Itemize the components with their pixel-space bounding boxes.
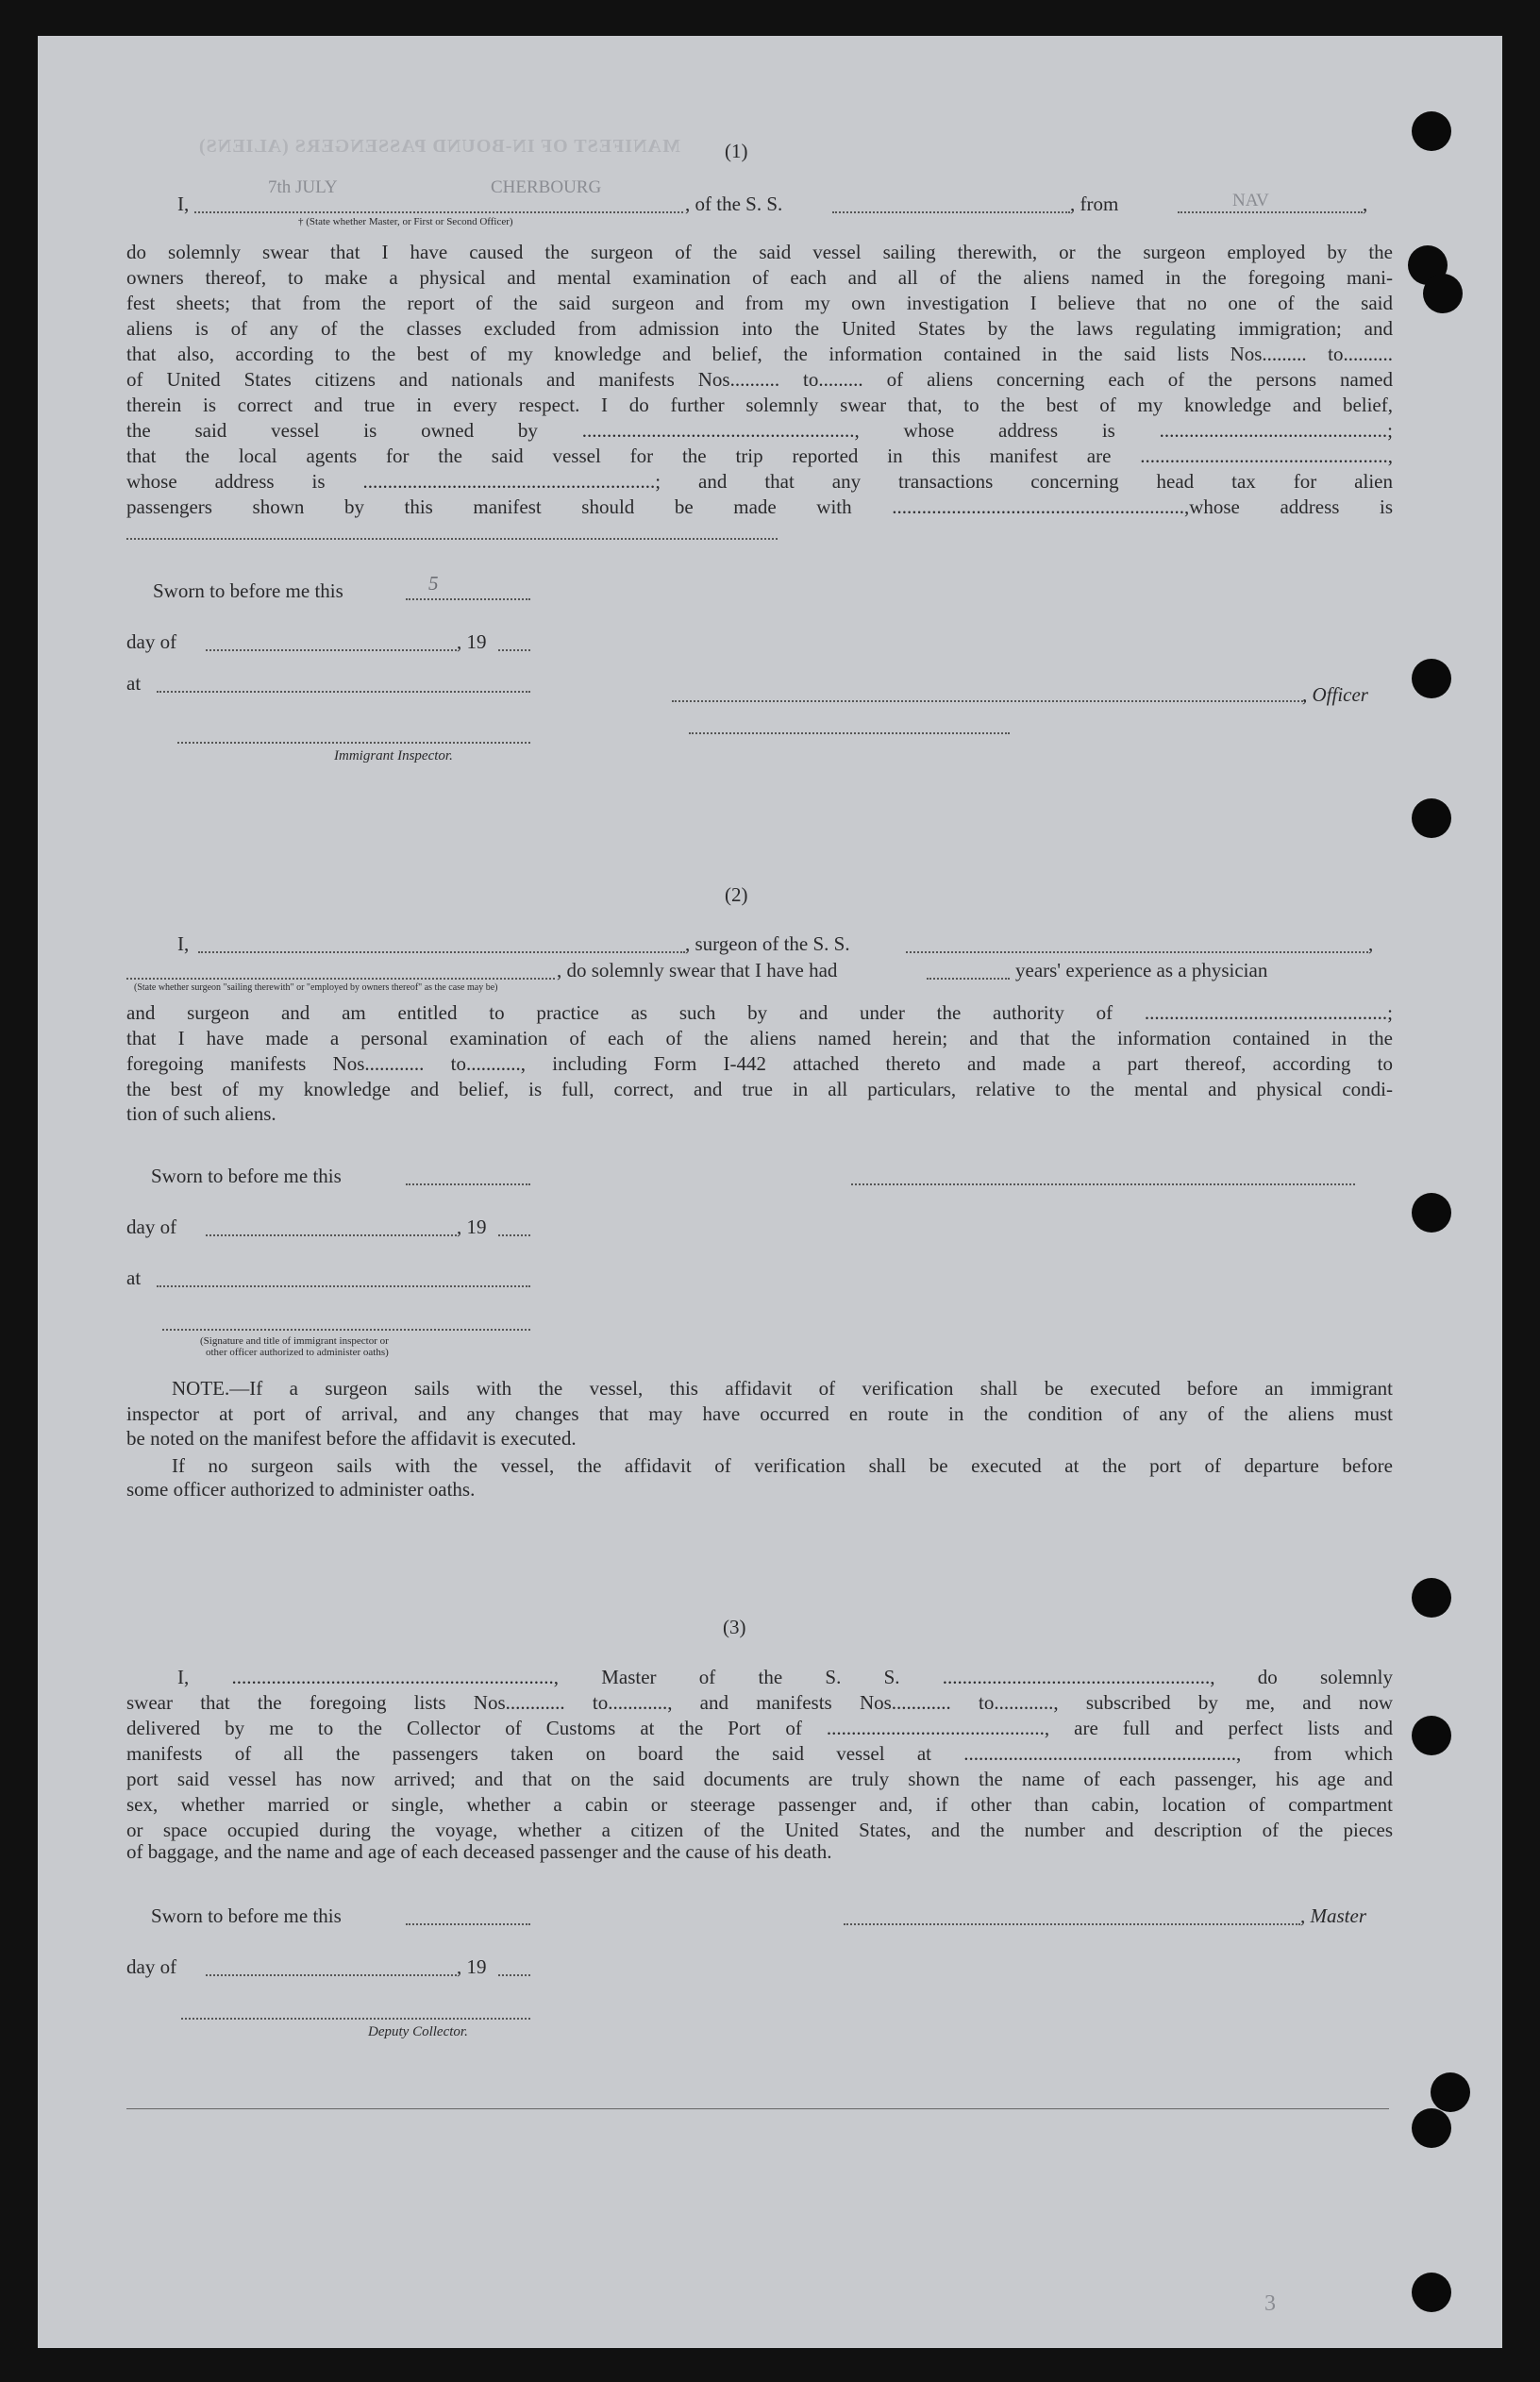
signature-caption: (Signature and title of immigrant inspector or [200, 1335, 389, 1347]
text-line: fest sheets; that from the report of the said surgeon and from my own investigation I believe that no one of the said [126, 292, 1393, 314]
punch-hole [1412, 1193, 1451, 1233]
bleed-through-header: MANIFEST OF IN-BOUND PASSENGERS (ALIENS) [198, 136, 680, 157]
note-paragraph [126, 1376, 1393, 1427]
text-line: be noted on the manifest before the affidavit is executed. [126, 1427, 577, 1450]
sworn-label: Sworn to before me this [151, 1165, 342, 1187]
text-line [126, 1376, 1393, 1401]
bottom-rule [126, 2108, 1389, 2109]
text-line: sex, whether married or single, whether a cabin or steerage passenger and, if other than cabin, location of compartment [126, 1793, 1393, 1816]
fill-line [498, 1234, 530, 1236]
handwritten-entry: 7th JULY [268, 177, 338, 197]
text-line: some officer authorized to administer oaths. [126, 1478, 476, 1501]
oath-paragraph [126, 1690, 1393, 1843]
punch-hole [1431, 2072, 1470, 2112]
text-line: foregoing manifests Nos............ to..........., including Form I-442 attached thereto and made a part thereof, according to [126, 1052, 1393, 1075]
text-line: If no surgeon sails with the vessel, the affidavit of verification shall be executed at the port of departure before [172, 1454, 1393, 1477]
line-mid: , do solemnly swear that I have had [557, 959, 838, 981]
line-mid: , of the S. S. [685, 193, 783, 215]
inspector-caption: Immigrant Inspector. [334, 748, 453, 763]
text-line: owners thereof, to make a physical and mental examination of each and all of the aliens named in the foregoing mani- [126, 266, 1393, 289]
handwritten-entry: CHERBOURG [491, 177, 602, 197]
fill-line [206, 1234, 457, 1236]
fill-line [689, 732, 1010, 734]
line-mid: , surgeon of the S. S. [685, 932, 850, 955]
line-start: I, [177, 932, 190, 955]
oath-paragraph [126, 1000, 1393, 1102]
text-line: whose address is ...........................................................; and that any transactions concerning head tax for alien [126, 470, 1393, 493]
note-paragraph [172, 1453, 1393, 1479]
note-text: —If a surgeon sails with the vessel, this affidavit of verification shall be executed before an immigrant [229, 1377, 1393, 1400]
field-note: (State whether surgeon "sailing therewith" or "employed by owners thereof" as the case may be) [134, 982, 498, 993]
line-end: , from [1070, 193, 1119, 215]
signature-caption: other officer authorized to administer oaths) [206, 1347, 389, 1358]
punch-hole [1412, 659, 1451, 698]
collector-signature-line [181, 2018, 530, 2020]
fill-line [157, 691, 530, 693]
section-number: (3) [723, 1616, 746, 1638]
fill-line [906, 951, 1368, 953]
fill-line [157, 1285, 530, 1287]
at-label: at [126, 672, 142, 695]
text-line: swear that the foregoing lists Nos............ to............, and manifests Nos............ to............, subscribed by me, and now [126, 1691, 1393, 1714]
fill-line [198, 951, 685, 953]
fill-line [406, 1183, 530, 1185]
fill-line [406, 1923, 530, 1925]
inspector-signature-line [177, 742, 530, 744]
year-label: , 19 [457, 1216, 487, 1238]
line-tail: , [1363, 193, 1368, 215]
collector-caption: Deputy Collector. [368, 2024, 468, 2039]
text-line: port said vessel has now arrived; and that on the said documents are truly shown the name of each passenger, his age and [126, 1768, 1393, 1790]
punch-hole [1423, 274, 1463, 313]
master-label: , Master [1300, 1904, 1366, 1927]
day-of-label: day of [126, 1216, 177, 1238]
officer-label: , Officer [1302, 683, 1368, 706]
line-end: , [1368, 932, 1374, 955]
text-line: do solemnly swear that I have caused the surgeon of the said vessel sailing therewith, or the surgeon employed by the [126, 241, 1393, 263]
text-line: the best of my knowledge and belief, is full, correct, and true in all particulars, relative to the mental and physical condi- [126, 1078, 1393, 1100]
sworn-label: Sworn to before me this [151, 1904, 342, 1927]
day-of-label: day of [126, 1955, 177, 1978]
officer-signature-line [672, 700, 1306, 702]
text-line: manifests of all the passengers taken on board the said vessel at ......................................................., from which [126, 1742, 1393, 1765]
sworn-label: Sworn to before me this [153, 579, 343, 602]
punch-hole [1412, 2108, 1451, 2148]
text-line: of United States citizens and nationals and manifests Nos.......... to......... of aliens concerning each of the persons named [126, 368, 1393, 391]
fill-line [498, 1974, 530, 1976]
punch-hole [1412, 798, 1451, 838]
fill-line [832, 211, 1070, 213]
fill-line [927, 978, 1010, 980]
punch-hole [1412, 1716, 1451, 1755]
page-number: 3 [1264, 2291, 1276, 2316]
year-label: , 19 [457, 630, 487, 653]
handwritten-entry: NAV [1232, 191, 1269, 210]
fill-line [498, 649, 530, 651]
text-line: inspector at port of arrival, and any changes that may have occurred en route in the condition of any of the aliens must [126, 1402, 1393, 1425]
at-label: at [126, 1266, 142, 1289]
field-note: † (State whether Master, or First or Second Officer) [298, 216, 513, 227]
text-line: tion of such aliens. [126, 1102, 276, 1125]
fill-line [126, 978, 555, 980]
section-number: (1) [725, 140, 748, 162]
text-line: delivered by me to the Collector of Customs at the Port of ............................................, are full and perfect lists and [126, 1717, 1393, 1739]
text-line: or space occupied during the voyage, whether a citizen of the United States, and the number and description of the pieces [126, 1819, 1393, 1841]
text-line: that I have made a personal examination of each of the aliens named herein; and that the information contained in the [126, 1027, 1393, 1049]
oath-paragraph [177, 1665, 1393, 1690]
fill-line [126, 538, 778, 540]
text-line: that the local agents for the said vessel for the trip reported in this manifest are .................................................., [126, 445, 1393, 467]
surgeon-signature-line [851, 1183, 1355, 1185]
text-line: of baggage, and the name and age of each deceased passenger and the cause of his death. [126, 1840, 832, 1863]
punch-hole [1412, 1578, 1451, 1618]
text-line: aliens is of any of the classes excluded from admission into the United States by the laws regulating immigration; and [126, 317, 1393, 340]
fill-line [206, 1974, 457, 1976]
fill-line [194, 211, 683, 213]
text-line: and surgeon and am entitled to practice as such by and under the authority of .................................................; [126, 1001, 1393, 1024]
section-number: (2) [725, 883, 748, 906]
oath-paragraph [126, 240, 1393, 520]
inspector-signature-line [162, 1329, 530, 1331]
fill-line [406, 598, 530, 600]
text-line: that also, according to the best of my knowledge and belief, the information contained in the said lists Nos......... to.......... [126, 343, 1393, 365]
sworn-day-value: 5 [428, 572, 439, 595]
text-line: therein is correct and true in every respect. I do further solemnly swear that, to the best of my knowledge and belief, [126, 394, 1393, 416]
fill-line [1178, 211, 1363, 213]
manifest-page [38, 36, 1502, 2348]
punch-hole [1412, 111, 1451, 151]
master-signature-line [844, 1923, 1300, 1925]
line-start: I, [177, 193, 190, 215]
line-end: years' experience as a physician [1015, 959, 1268, 981]
day-of-label: day of [126, 630, 177, 653]
fill-line [206, 649, 457, 651]
text-line: the said vessel is owned by ......................................................., whose address is ..............................................; [126, 419, 1393, 442]
punch-hole [1412, 2273, 1451, 2312]
text-line: I, ................................................................., Master of the S. S. ......................................................, do solemnly [177, 1666, 1393, 1688]
note-heading: NOTE. [172, 1377, 230, 1400]
text-line: passengers shown by this manifest should be made with ...........................................................,whose address is [126, 495, 1393, 518]
year-label: , 19 [457, 1955, 487, 1978]
